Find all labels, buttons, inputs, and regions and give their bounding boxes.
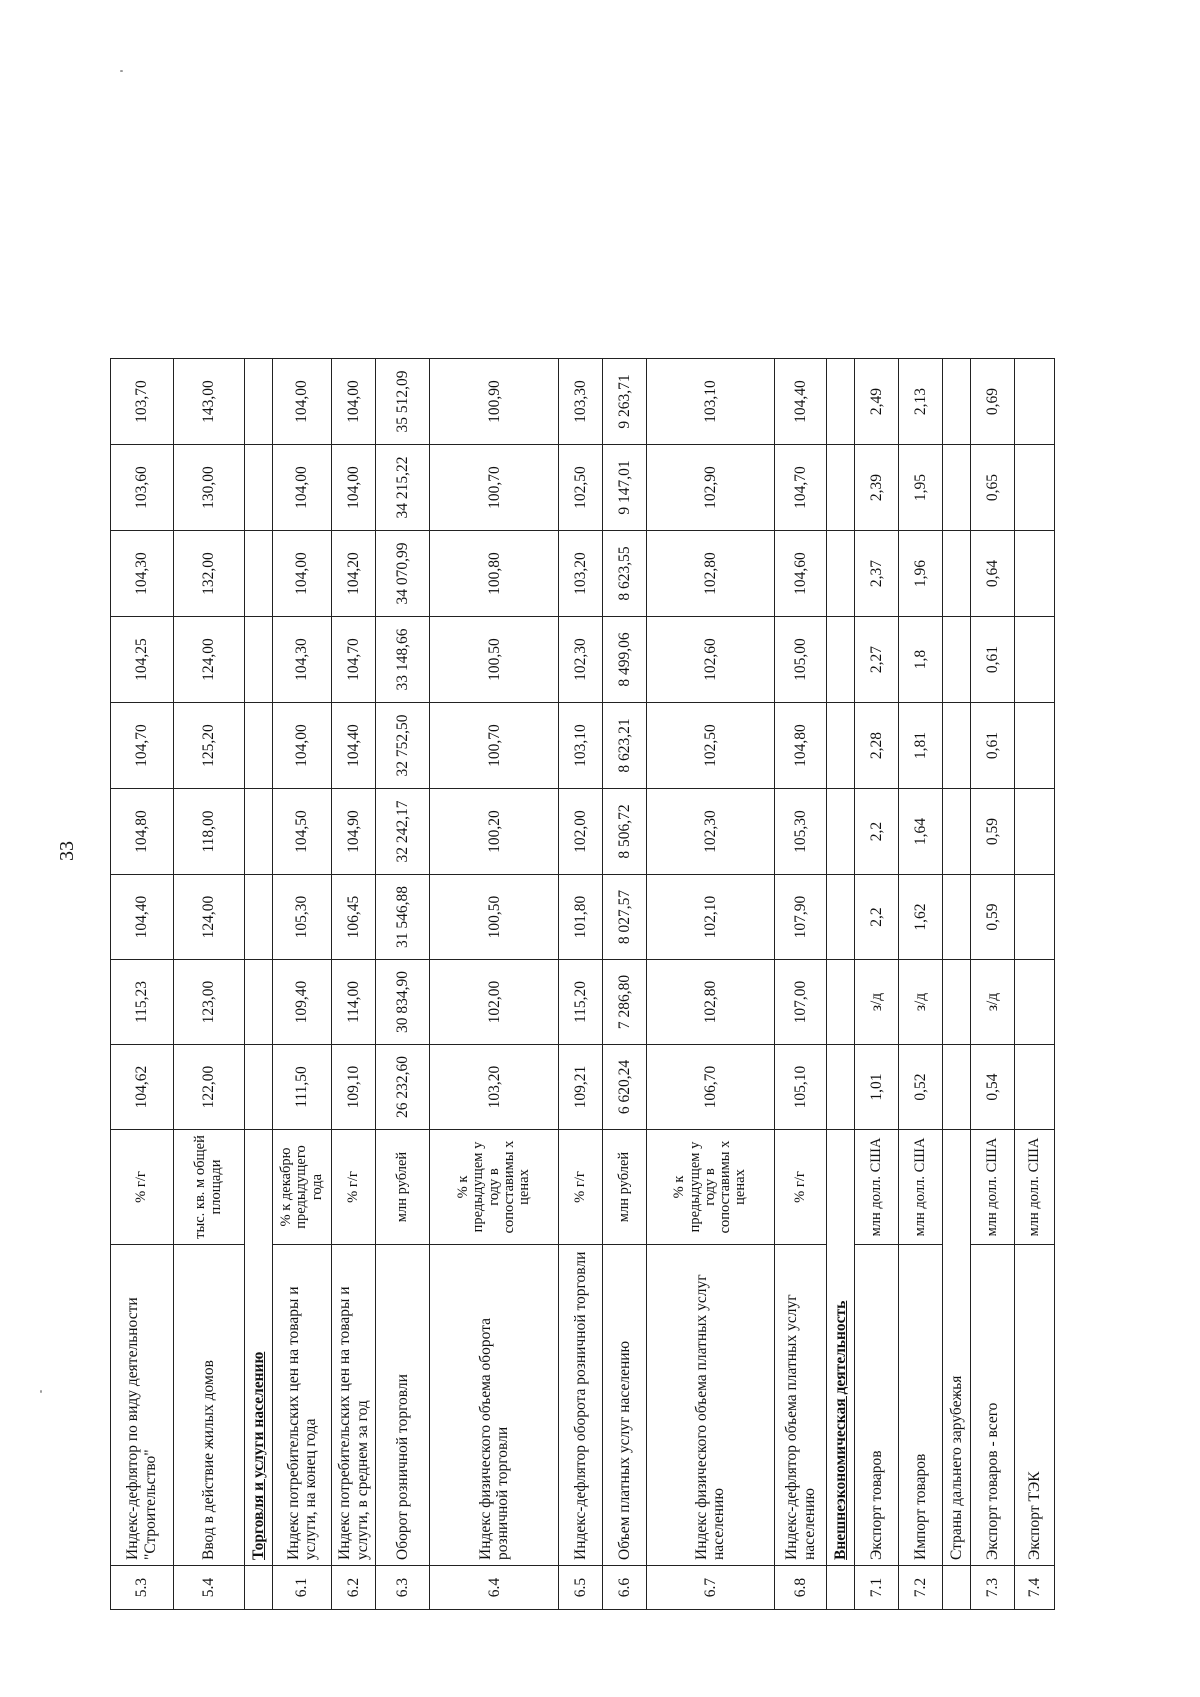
value-cell: 6 620,24 (602, 1045, 646, 1130)
value-cell: 103,20 (558, 531, 602, 617)
value-cell: 9 147,01 (602, 445, 646, 531)
value-cell: 34 070,99 (376, 531, 430, 617)
unit-cell: % г/г (332, 1130, 376, 1245)
section-row (827, 100, 855, 1610)
indicator-name: Экспорт ТЭК (1015, 1245, 1055, 1566)
value-cell: 35 512,09 (376, 359, 430, 445)
table-body (111, 100, 1055, 1610)
value-cell: 34 215,22 (376, 445, 430, 531)
value-cell: 107,90 (775, 875, 827, 960)
value-cell: 104,00 (272, 703, 332, 789)
value-cell: 26 232,60 (376, 1045, 430, 1130)
table-row (1015, 100, 1055, 1610)
indicator-name: Экспорт товаров - всего (971, 1245, 1015, 1566)
value-cell: 102,30 (646, 789, 774, 875)
section-row (244, 100, 272, 1610)
section-number-cell (827, 1566, 855, 1610)
value-cell: 2,28 (855, 703, 899, 789)
value-cell (1015, 875, 1055, 960)
table-row (111, 100, 174, 1610)
indicator-name: Индекс физического объема платных услуг населению (646, 1245, 774, 1566)
section-number-cell (943, 1566, 971, 1610)
value-cell: 0,59 (971, 875, 1015, 960)
unit-cell: % г/г (111, 1130, 174, 1245)
rotated-table-frame (110, 100, 1055, 1610)
empty-cell (943, 531, 971, 617)
empty-cell (827, 445, 855, 531)
value-cell: 104,62 (111, 1045, 174, 1130)
table-row (430, 100, 558, 1610)
empty-cell (943, 617, 971, 703)
indicator-name: Индекс потребительских цен на товары и услуги, в среднем за год (332, 1245, 376, 1566)
value-cell: 0,65 (971, 445, 1015, 531)
value-cell: 105,10 (775, 1045, 827, 1130)
row-number: 6.7 (646, 1566, 774, 1610)
section-title: Внешнеэкономическая деятельность (832, 1300, 850, 1560)
value-cell: 9 263,71 (602, 359, 646, 445)
empty-cell (244, 1045, 272, 1130)
value-cell: 0,59 (971, 789, 1015, 875)
value-cell: 104,25 (111, 617, 174, 703)
unit-cell: млн долл. США (1015, 1130, 1055, 1245)
value-cell: 115,20 (558, 960, 602, 1045)
section-title: Страны дальнего зарубежья (948, 1375, 966, 1560)
empty-cell (244, 703, 272, 789)
unit-cell: % к предыдущем у году в сопоставимы х ценах (430, 1130, 558, 1245)
value-cell: 0,64 (971, 531, 1015, 617)
unit-cell: % к предыдущем у году в сопоставимы х ценах (646, 1130, 774, 1245)
value-cell: 124,00 (173, 617, 244, 703)
value-cell: 1,01 (855, 1045, 899, 1130)
value-cell: 8 027,57 (602, 875, 646, 960)
value-cell: 1,62 (899, 875, 943, 960)
value-cell: 102,00 (558, 789, 602, 875)
row-number: 6.4 (430, 1566, 558, 1610)
indicator-name: Индекс-дефлятор оборота розничной торговли (558, 1245, 602, 1566)
value-cell: 30 834,90 (376, 960, 430, 1045)
value-cell: 8 499,06 (602, 617, 646, 703)
unit-cell: тыс. кв. м общей площади (173, 1130, 244, 1245)
value-cell (1015, 960, 1055, 1045)
value-cell: 114,00 (332, 960, 376, 1045)
row-number: 6.5 (558, 1566, 602, 1610)
value-cell: 107,00 (775, 960, 827, 1045)
empty-cell (827, 531, 855, 617)
value-cell: 103,20 (430, 1045, 558, 1130)
value-cell: 0,69 (971, 359, 1015, 445)
value-cell: 104,00 (272, 359, 332, 445)
indicator-name: Индекс потребительских цен на товары и услуги, на конец года (272, 1245, 332, 1566)
table-row (899, 100, 943, 1610)
empty-cell (943, 875, 971, 960)
value-cell: 100,90 (430, 359, 558, 445)
value-cell: 2,27 (855, 617, 899, 703)
value-cell (1015, 445, 1055, 531)
value-cell: 31 546,88 (376, 875, 430, 960)
value-cell: 100,80 (430, 531, 558, 617)
value-cell: 2,37 (855, 531, 899, 617)
value-cell: 8 623,21 (602, 703, 646, 789)
value-cell: 100,70 (430, 703, 558, 789)
value-cell: 102,80 (646, 960, 774, 1045)
value-cell: 103,70 (111, 359, 174, 445)
value-cell: 124,00 (173, 875, 244, 960)
value-cell: 100,70 (430, 445, 558, 531)
value-cell: 125,20 (173, 703, 244, 789)
value-cell: 104,70 (332, 617, 376, 703)
indicator-name: Индекс-дефлятор объема платных услуг населению (775, 1245, 827, 1566)
value-cell: 130,00 (173, 445, 244, 531)
empty-cell (827, 703, 855, 789)
value-cell: 2,39 (855, 445, 899, 531)
value-cell: 105,00 (775, 617, 827, 703)
value-cell: 1,81 (899, 703, 943, 789)
value-cell: 118,00 (173, 789, 244, 875)
value-cell: 0,61 (971, 703, 1015, 789)
table-row (775, 100, 827, 1610)
value-cell: 1,95 (899, 445, 943, 531)
value-cell: 123,00 (173, 960, 244, 1045)
value-cell: 104,30 (111, 531, 174, 617)
indicator-name: Ввод в действие жилых домов (173, 1245, 244, 1566)
value-cell: 104,50 (272, 789, 332, 875)
empty-cell (943, 1045, 971, 1130)
value-cell: 7 286,80 (602, 960, 646, 1045)
indicator-name: Импорт товаров (899, 1245, 943, 1566)
value-cell: 1,96 (899, 531, 943, 617)
value-cell: 104,00 (272, 531, 332, 617)
value-cell (1015, 531, 1055, 617)
value-cell: 2,2 (855, 789, 899, 875)
section-title-cell (943, 1130, 971, 1566)
value-cell: з/д (971, 960, 1015, 1045)
value-cell: 105,30 (775, 789, 827, 875)
value-cell: 32 752,50 (376, 703, 430, 789)
table-row (173, 100, 244, 1610)
table-wrapper (110, 100, 1055, 1610)
value-cell: 103,60 (111, 445, 174, 531)
value-cell (1015, 703, 1055, 789)
value-cell: 0,61 (971, 617, 1015, 703)
value-cell: 111,50 (272, 1045, 332, 1130)
value-cell: 109,21 (558, 1045, 602, 1130)
unit-cell: млн рублей (376, 1130, 430, 1245)
value-cell: 104,40 (775, 359, 827, 445)
value-cell: 102,10 (646, 875, 774, 960)
indicator-name: Объем платных услуг населению (602, 1245, 646, 1566)
section-title-cell (827, 1130, 855, 1566)
value-cell (1015, 617, 1055, 703)
value-cell: 2,13 (899, 359, 943, 445)
value-cell: 32 242,17 (376, 789, 430, 875)
value-cell: 102,90 (646, 445, 774, 531)
value-cell: 103,10 (646, 359, 774, 445)
value-cell: 104,40 (332, 703, 376, 789)
table-row (646, 100, 774, 1610)
value-cell: 115,23 (111, 960, 174, 1045)
row-number: 6.2 (332, 1566, 376, 1610)
value-cell: 102,30 (558, 617, 602, 703)
value-cell: 8 623,55 (602, 531, 646, 617)
row-number: 7.1 (855, 1566, 899, 1610)
value-cell: 2,2 (855, 875, 899, 960)
row-number: 6.1 (272, 1566, 332, 1610)
empty-cell (244, 359, 272, 445)
value-cell: 104,30 (272, 617, 332, 703)
value-cell: з/д (899, 960, 943, 1045)
value-cell: 104,00 (332, 445, 376, 531)
value-cell: 104,70 (111, 703, 174, 789)
table-row (558, 100, 602, 1610)
value-cell: 104,80 (775, 703, 827, 789)
row-number: 7.2 (899, 1566, 943, 1610)
value-cell: 102,50 (646, 703, 774, 789)
value-cell: 104,80 (111, 789, 174, 875)
value-cell: 8 506,72 (602, 789, 646, 875)
value-cell: 106,70 (646, 1045, 774, 1130)
value-cell: 104,60 (775, 531, 827, 617)
value-cell: 104,90 (332, 789, 376, 875)
row-number: 7.3 (971, 1566, 1015, 1610)
value-cell: 0,54 (971, 1045, 1015, 1130)
value-cell: 1,8 (899, 617, 943, 703)
value-cell: 100,50 (430, 617, 558, 703)
value-cell: 143,00 (173, 359, 244, 445)
value-cell: 109,40 (272, 960, 332, 1045)
indicators-table (110, 100, 1055, 1610)
empty-cell (827, 960, 855, 1045)
value-cell (1015, 789, 1055, 875)
empty-cell (827, 617, 855, 703)
empty-cell (244, 875, 272, 960)
table-row (971, 100, 1015, 1610)
unit-cell: % г/г (775, 1130, 827, 1245)
value-cell (1015, 1045, 1055, 1130)
empty-cell (244, 531, 272, 617)
value-cell: 104,20 (332, 531, 376, 617)
scan-speck (120, 70, 123, 72)
value-cell: 102,60 (646, 617, 774, 703)
value-cell: 102,00 (430, 960, 558, 1045)
value-cell: 106,45 (332, 875, 376, 960)
section-title: Торговля и услуги населению (249, 1351, 267, 1560)
empty-cell (943, 789, 971, 875)
row-number: 6.8 (775, 1566, 827, 1610)
indicator-name: Экспорт товаров (855, 1245, 899, 1566)
table-row (855, 100, 899, 1610)
value-cell: 104,70 (775, 445, 827, 531)
table-row (376, 100, 430, 1610)
value-cell: 0,52 (899, 1045, 943, 1130)
value-cell (1015, 359, 1055, 445)
value-cell: 104,40 (111, 875, 174, 960)
value-cell: з/д (855, 960, 899, 1045)
empty-cell (244, 445, 272, 531)
row-number: 6.3 (376, 1566, 430, 1610)
value-cell: 104,00 (332, 359, 376, 445)
empty-cell (244, 617, 272, 703)
indicator-name: Индекс физического объема оборота розничной торговли (430, 1245, 558, 1566)
empty-cell (943, 703, 971, 789)
unit-cell: % г/г (558, 1130, 602, 1245)
unit-cell: млн долл. США (855, 1130, 899, 1245)
value-cell: 100,50 (430, 875, 558, 960)
value-cell: 132,00 (173, 531, 244, 617)
value-cell: 103,30 (558, 359, 602, 445)
value-cell: 104,00 (272, 445, 332, 531)
page-number: 33 (56, 841, 78, 861)
value-cell: 122,00 (173, 1045, 244, 1130)
empty-cell (943, 445, 971, 531)
empty-cell (943, 359, 971, 445)
table-row (272, 100, 332, 1610)
table-row (332, 100, 376, 1610)
value-cell: 33 148,66 (376, 617, 430, 703)
table-row (602, 100, 646, 1610)
empty-cell (827, 789, 855, 875)
unit-cell: млн долл. США (899, 1130, 943, 1245)
unit-cell: млн рублей (602, 1130, 646, 1245)
value-cell: 102,50 (558, 445, 602, 531)
section-number-cell (244, 1566, 272, 1610)
empty-cell (943, 960, 971, 1045)
scan-speck (40, 1390, 42, 1393)
value-cell: 102,80 (646, 531, 774, 617)
indicator-name: Индекс-дефлятор по виду деятельности "Строительство" (111, 1245, 174, 1566)
row-number: 5.3 (111, 1566, 174, 1610)
value-cell: 103,10 (558, 703, 602, 789)
unit-cell: % к декабрю предыдущего года (272, 1130, 332, 1245)
row-number: 7.4 (1015, 1566, 1055, 1610)
empty-cell (827, 875, 855, 960)
empty-cell (827, 1045, 855, 1130)
unit-cell: млн долл. США (971, 1130, 1015, 1245)
section-row (943, 100, 971, 1610)
empty-cell (827, 359, 855, 445)
value-cell: 101,80 (558, 875, 602, 960)
value-cell: 105,30 (272, 875, 332, 960)
row-number: 6.6 (602, 1566, 646, 1610)
empty-cell (244, 789, 272, 875)
value-cell: 100,20 (430, 789, 558, 875)
value-cell: 2,49 (855, 359, 899, 445)
value-cell: 1,64 (899, 789, 943, 875)
row-number: 5.4 (173, 1566, 244, 1610)
indicator-name: Оборот розничной торговли (376, 1245, 430, 1566)
value-cell: 109,10 (332, 1045, 376, 1130)
empty-cell (244, 960, 272, 1045)
section-title-cell (244, 1130, 272, 1566)
